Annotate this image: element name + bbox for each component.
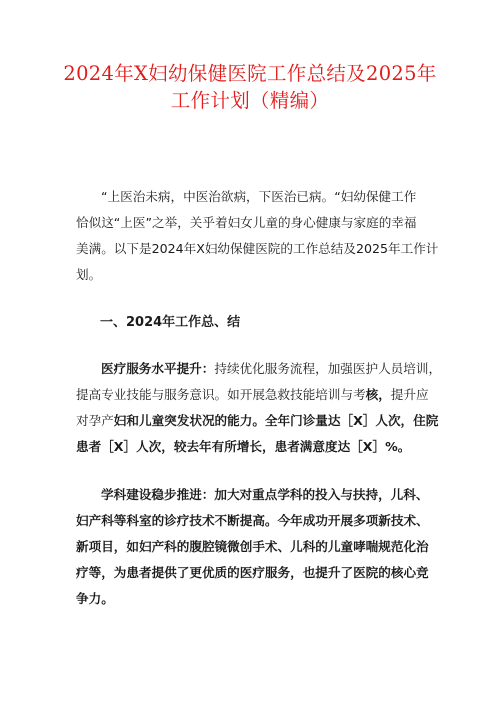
discipline-line-5: 争力。 bbox=[76, 591, 114, 606]
medical-service-line-2-bold: 核， bbox=[365, 387, 391, 402]
discipline-line-3: 新项目，如妇产科的腹腔镜微创手术、儿科的儿童哮喘规范化治 bbox=[76, 539, 429, 554]
medical-service-lead: 医疗服务水平提升： bbox=[101, 361, 215, 376]
title-line-2: 工作计划（精编） bbox=[170, 89, 330, 112]
medical-service-line-1-text: 持续优化服务流程，加强医护人员培训， bbox=[214, 361, 442, 376]
section-heading-1: 一、2024年工作总、结 bbox=[100, 315, 241, 330]
intro-line-4: 划。 bbox=[76, 267, 102, 282]
medical-service-line-4: 患者［X］人次，较去年有所增长，患者满意度达［X］%。 bbox=[76, 439, 411, 454]
discipline-line-4: 疗等，为患者提供了更优质的医疗服务，也提升了医院的核心竞 bbox=[76, 565, 429, 580]
discipline-paragraph bbox=[76, 482, 434, 612]
discipline-line-2: 妇产科等科室的诊疗技术不断提高。今年成功开展多项新技术、 bbox=[76, 513, 429, 528]
title-line-1: 2024年X妇幼保健医院工作总结及2025年 bbox=[63, 62, 437, 85]
document-title bbox=[40, 60, 460, 114]
discipline-line-1: 学科建设稳步推进：加大对重点学科的投入与扶持，儿科、 bbox=[101, 487, 429, 502]
intro-line-2: 恰似这“上医”之举，关乎着妇女儿童的身心健康与家庭的幸福 bbox=[76, 215, 417, 230]
medical-service-line-2 bbox=[76, 382, 434, 408]
medical-service-paragraph bbox=[76, 356, 442, 460]
intro-paragraph bbox=[76, 184, 439, 288]
medical-service-line-3 bbox=[76, 408, 439, 434]
intro-line-3: 美满。以下是2024年X妇幼保健医院的工作总结及2025年工作计 bbox=[76, 241, 439, 256]
medical-service-line-2-text: 提高专业技能与服务意识。如开展急救技能培训与考 bbox=[76, 387, 366, 402]
medical-service-line-2-tail: 提升应 bbox=[390, 387, 429, 402]
medical-service-line-3-b: 妇和儿童突发状况的能力。全年门诊量达［X］人次，住院 bbox=[113, 413, 439, 428]
medical-service-line-3-a: 对孕产 bbox=[76, 413, 114, 428]
medical-service-line-1 bbox=[76, 356, 442, 382]
intro-line-1: “上医治未病，中医治欲病，下医治已病。“妇幼保健工作 bbox=[101, 189, 417, 204]
